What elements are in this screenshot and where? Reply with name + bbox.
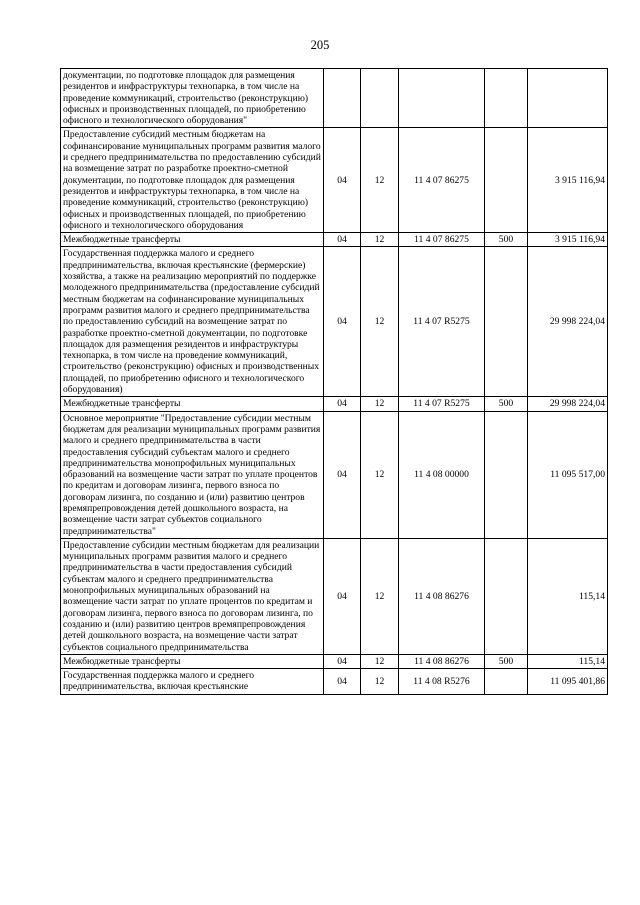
row-subsection-code: 12 (361, 669, 399, 695)
row-description: документации, по подготовке площадок для размещения резидентов и инфраструктуры технопарка, в том числе на проведение коммуникаций, строительство (реконструкцию) офисных и производственных площадей, по приобретению офисного и технологического оборудования" (61, 69, 324, 128)
row-section-code: 04 (324, 538, 361, 654)
page-number: 205 (310, 38, 330, 52)
row-subsection-code: 12 (361, 233, 399, 247)
row-target-article-code: 11 4 08 86276 (399, 654, 485, 668)
row-section-code (324, 69, 361, 128)
row-expense-type-code (485, 128, 528, 233)
row-target-article-code: 11 4 07 R5275 (399, 247, 485, 397)
row-expense-type-code (485, 669, 528, 695)
row-target-article-code (399, 69, 485, 128)
budget-table (60, 68, 608, 695)
row-target-article-code: 11 4 08 86276 (399, 538, 485, 654)
table-row (61, 654, 608, 668)
row-section-code: 04 (324, 247, 361, 397)
row-description: Межбюджетные трансферты (61, 233, 324, 247)
row-target-article-code: 11 4 08 00000 (399, 411, 485, 538)
row-section-code: 04 (324, 654, 361, 668)
row-description: Предоставление субсидии местным бюджетам для реализации муниципальных программ развития малого и среднего предпринимательства в части предоставления субсидий субъектам малого и среднего предпринимательства монопрофильных муниципальных образований на возмещение части затрат по уплате процентов по кредитам и договорам лизинга, первого взноса по договорам лизинга, по созданию и (или) развитию центров времяпрепровождения детей дошкольного возраста, на возмещение части затрат субъектов социального предпринимательства (61, 538, 324, 654)
row-description: Предоставление субсидий местным бюджетам на софинансирование муниципальных программ развития малого и среднего предпринимательства по предоставлению субсидий на возмещение затрат по разработке проектно-сметной документации, по подготовке площадок для размещения резидентов и инфраструктуры технопарка, в том числе на проведение коммуникаций, строительство (реконструкцию) офисных и производственных площадей, по приобретению офисного и технологического оборудования (61, 128, 324, 233)
table-row (61, 233, 608, 247)
row-expense-type-code: 500 (485, 397, 528, 411)
table-row (61, 411, 608, 538)
row-expense-type-code: 500 (485, 233, 528, 247)
row-target-article-code: 11 4 07 86275 (399, 233, 485, 247)
row-target-article-code: 11 4 08 R5276 (399, 669, 485, 695)
row-subsection-code: 12 (361, 411, 399, 538)
row-target-article-code: 11 4 07 R5275 (399, 397, 485, 411)
row-amount: 29 998 224,04 (528, 247, 608, 397)
row-description: Межбюджетные трансферты (61, 654, 324, 668)
row-target-article-code: 11 4 07 86275 (399, 128, 485, 233)
row-section-code: 04 (324, 397, 361, 411)
table-row (61, 128, 608, 233)
row-description: Основное мероприятие "Предоставление субсидии местным бюджетам для реализации муниципальных программ развития малого и среднего предпринимательства в части предоставления субсидий субъектам малого и среднего предпринимательства монопрофильных муниципальных образований на возмещение части затрат по уплате процентов по кредитам и договорам лизинга, первого взноса по договорам лизинга, по созданию и (или) развитию центров времяпрепровождения детей дошкольного возраста, на возмещение части затрат субъектов социального предпринимательства" (61, 411, 324, 538)
table-row (61, 669, 608, 695)
row-expense-type-code (485, 411, 528, 538)
row-description: Межбюджетные трансферты (61, 397, 324, 411)
row-amount: 115,14 (528, 538, 608, 654)
row-subsection-code: 12 (361, 247, 399, 397)
table-row (61, 69, 608, 128)
row-amount: 3 915 116,94 (528, 128, 608, 233)
row-section-code: 04 (324, 669, 361, 695)
table-row (61, 397, 608, 411)
row-subsection-code: 12 (361, 397, 399, 411)
row-expense-type-code (485, 69, 528, 128)
row-amount: 3 915 116,94 (528, 233, 608, 247)
row-amount (528, 69, 608, 128)
row-amount: 115,14 (528, 654, 608, 668)
row-section-code: 04 (324, 128, 361, 233)
row-expense-type-code (485, 247, 528, 397)
row-subsection-code (361, 69, 399, 128)
row-subsection-code: 12 (361, 128, 399, 233)
row-expense-type-code (485, 538, 528, 654)
row-section-code: 04 (324, 411, 361, 538)
row-description: Государственная поддержка малого и среднего предпринимательства, включая крестьянские (фермерские) хозяйства, а также на реализацию мероприятий по поддержке молодежного предпринимательства (предоставление субсидий местным бюджетам на софинансирование муниципальных программ развития малого и среднего предпринимательства по предоставлению субсидий на возмещение затрат по разработке проектно-сметной документации, по подготовке площадок для размещения резидентов и инфраструктуры технопарка, в том числе на проведение коммуникаций, строительство (реконструкцию) офисных и производственных площадей, по приобретению офисного и технологического оборудования) (61, 247, 324, 397)
row-amount: 29 998 224,04 (528, 397, 608, 411)
row-amount: 11 095 517,00 (528, 411, 608, 538)
table-row (61, 247, 608, 397)
row-description: Государственная поддержка малого и среднего предпринимательства, включая крестьянские (61, 669, 324, 695)
row-section-code: 04 (324, 233, 361, 247)
row-amount: 11 095 401,86 (528, 669, 608, 695)
row-expense-type-code: 500 (485, 654, 528, 668)
row-subsection-code: 12 (361, 654, 399, 668)
row-subsection-code: 12 (361, 538, 399, 654)
table-row (61, 538, 608, 654)
